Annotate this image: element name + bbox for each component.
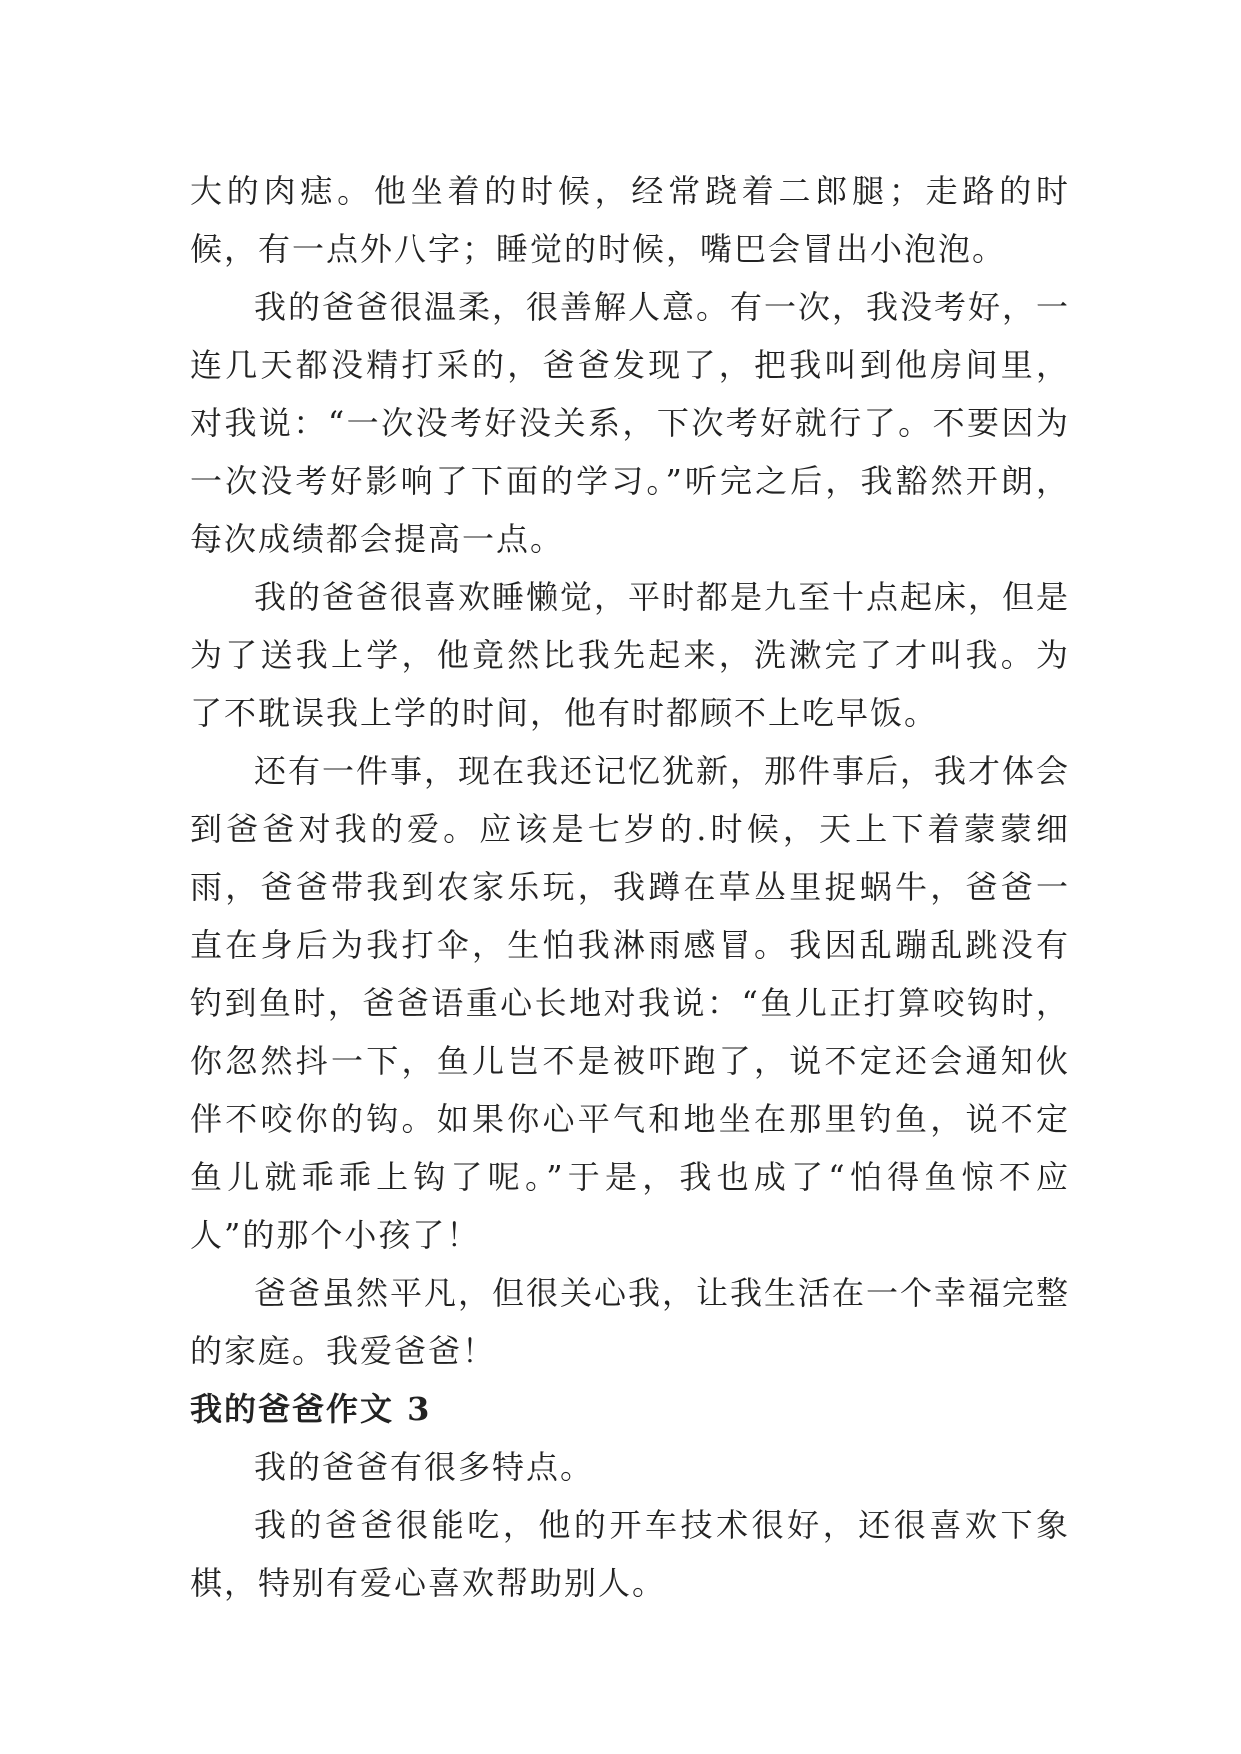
- document-page: [190, 162, 1070, 1612]
- section-title: 我的爸爸作文 3: [190, 1390, 432, 1428]
- paragraph: 我的爸爸很能吃，他的开车技术很好，还很喜欢下象棋，特别有爱心喜欢帮助别人。: [190, 1506, 1070, 1602]
- paragraph: 我的爸爸很喜欢睡懒觉，平时都是九至十点起床，但是为了送我上学，他竟然比我先起来，洗漱完了才叫我。为了不耽误我上学的时间，他有时都顾不上吃早饭。: [190, 578, 1071, 732]
- paragraph: 爸爸虽然平凡，但很关心我，让我生活在一个幸福完整的家庭。我爱爸爸！: [190, 1274, 1071, 1370]
- paragraph: 我的爸爸很温柔，很善解人意。有一次，我没考好，一连几天都没精打采的，爸爸发现了，把我叫到他房间里，对我说：“一次没考好没关系，下次考好就行了。不要因为一次没考好影响了下面的学习。”听完之后，我豁然开朗，每次成绩都会提高一点。: [190, 288, 1071, 558]
- paragraph: 我的爸爸有很多特点。: [254, 1448, 595, 1486]
- paragraph-continued: 大的肉痣。他坐着的时候，经常跷着二郎腿；走路的时候，有一点外八字；睡觉的时候，嘴巴会冒出小泡泡。: [190, 172, 1070, 268]
- paragraph: 还有一件事，现在我还记忆犹新，那件事后，我才体会到爸爸对我的爱。应该是七岁的.时候，天上下着蒙蒙细雨，爸爸带我到农家乐玩，我蹲在草丛里捉蜗牛，爸爸一直在身后为我打伞，生怕我淋雨感冒。我因乱蹦乱跳没有钓到鱼时，爸爸语重心长地对我说：“鱼儿正打算咬钩时，你忽然抖一下，鱼儿岂不是被吓跑了，说不定还会通知伙伴不咬你的钩。如果你心平气和地坐在那里钓鱼，说不定鱼儿就乖乖上钩了呢。”于是，我也成了“怕得鱼惊不应人”的那个小孩了！: [190, 752, 1071, 1254]
